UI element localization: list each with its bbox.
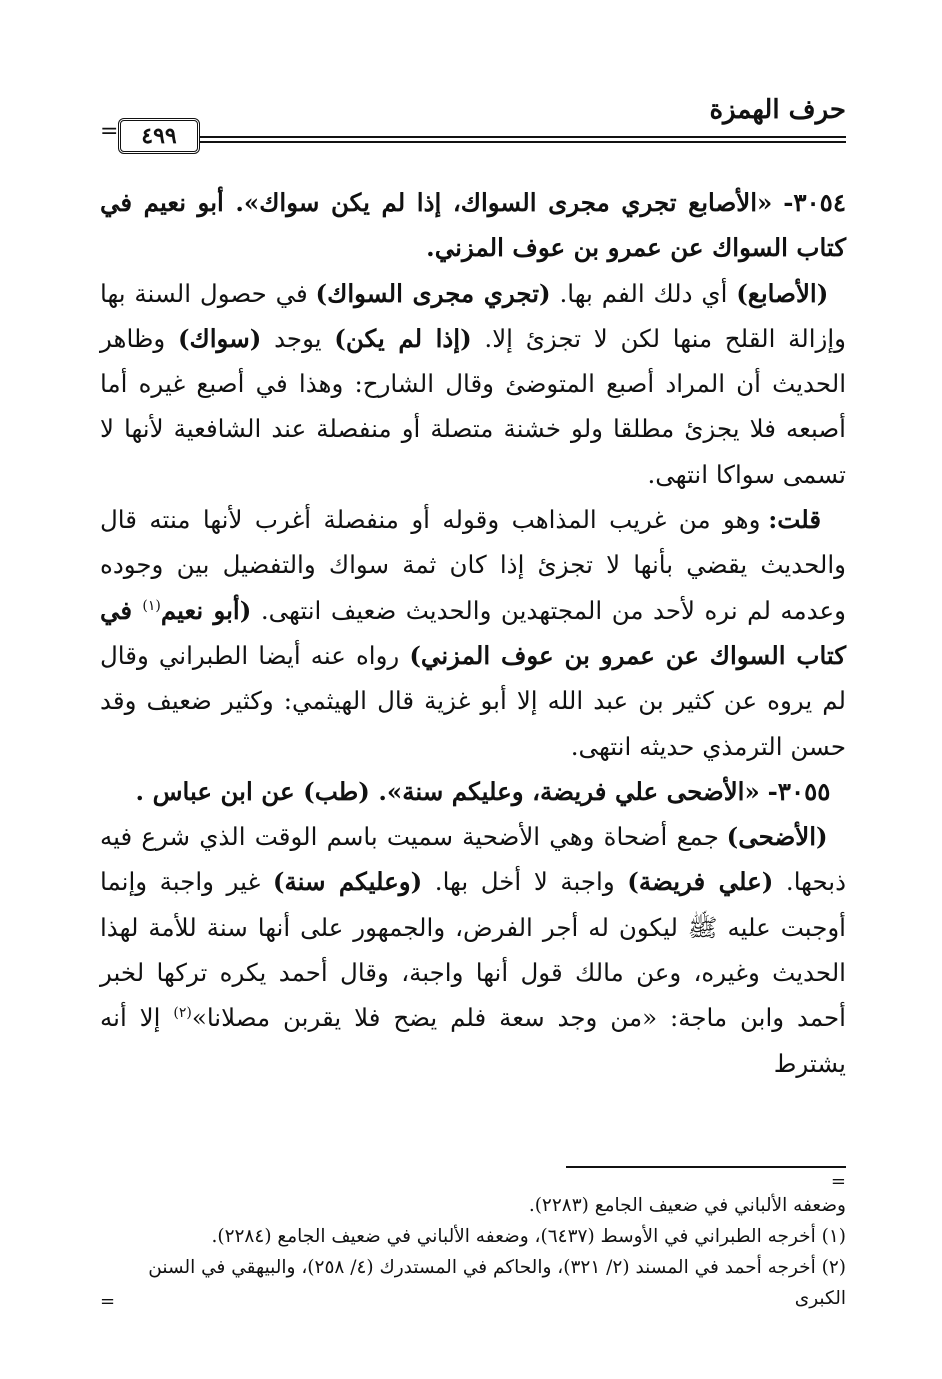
hadith-number: ٣٠٥٥- [767,776,831,806]
footnote-separator [566,1166,846,1168]
hadith-paragraph [100,180,846,271]
hadith-number: ٣٠٥٤- [783,188,846,217]
page-number-mark: = [100,119,119,144]
quoted-term: (الأضحى) [726,822,828,852]
page-header [100,92,846,154]
footnote-ref: (٢) [173,1005,192,1022]
footnotes [100,1190,846,1314]
footnote-line: (١) أخرجه الطبراني في الأوسط (٦٤٣٧)، وضعفه الألباني في ضعيف الجامع (٢٢٨٤). [211,1226,846,1247]
commentary-text: واجبة لا أخل بها. [422,867,628,897]
header-rule-double [200,141,846,143]
quoted-term: (أبو نعيم [160,595,252,625]
commentary-paragraph [100,271,846,497]
commentary-paragraph [100,497,846,769]
commentary-text: في حصول السنة بها وإزالة القلح منها لكن لا تجزئ إلا. [100,278,846,353]
commentary-text: يوجد [261,323,335,353]
quoted-term: (تجري مجرى السواك) [315,278,551,308]
footnote-ref: (١) [142,597,161,614]
hadith-text: «الأضحى علي فريضة، وعليكم سنة». (طب) عن ابن عباس . [135,776,760,806]
commentary-text: وظاهر الحديث أن المراد أصبع المتوضئ وقال الشارح: وهذا في أصبع غيره أما أصبعه فلا يجزئ مطلقا ولو خشنة متصلة أو منفصلة عند الشافعية لأنها لا تسمى سواكا انتهى. [100,323,846,489]
quoted-term: في كتاب السواك عن عمرو بن عوف المزني) [100,595,846,670]
commentary-text: جمع أضحاة وهي الأضحية سميت باسم الوقت الذي شرع فيه ذبحها. [100,822,847,897]
quoted-term: قلت: [768,505,822,535]
quoted-term: (إذا لم يكن) [334,323,472,353]
footnote-continuation-mark: = [830,1171,846,1192]
quoted-term: (سواك) [177,323,262,353]
page-body [100,180,846,1086]
commentary-paragraph [100,814,846,1086]
header-rule [200,136,846,138]
commentary-text: رواه عنه أيضا الطبراني وقال لم يروه عن كثير بن عبد الله إلا أبو غزية قال الهيثمي: وكثير ضعيف وقد حسن الترمذي حديثه انتهى. [100,640,846,761]
footnote-end-mark: = [100,1291,116,1312]
chapter-title: حرف الهمزة [709,95,846,125]
hadith-text: «الأصابع تجري مجرى السواك، إذا لم يكن سواك». أبو نعيم في كتاب السواك عن عمرو بن عوف المزني. [100,188,846,263]
footnote-line: وضعفه الألباني في ضعيف الجامع (٢٢٨٣). [528,1195,846,1216]
footnote-line: (٢) أخرجه أحمد في المسند (٢/ ٣٢١)، والحاكم في المستدرك (٤/ ٢٥٨)، والبيهقي في السنن الكبرى [148,1257,846,1309]
commentary-text: غير واجبة وإنما أوجبت عليه ﷺ ليكون له أجر الفرض، والجمهور على أنها سنة للأمة لهذا الحديث وغيره، وعن مالك قول أنها واجبة، وقال أحمد يكره تركها لخبر أحمد وابن ماجة: «من وجد سعة فلم يضح فلا يقربن مصلانا» [100,867,846,1033]
commentary-text: إلا أنه يشترط [100,1003,846,1078]
quoted-term: (وعليكم سنة) [272,867,423,897]
hadith-paragraph [100,769,846,814]
quoted-term: (الأصابع) [736,278,829,308]
commentary-text: وهو من غريب المذاهب وقوله أو منفصلة أغرب لأنها منته قال والحديث يقضي بأنها لا تجزئ إذا كان ثمة سواك والتفضيل بين وجوده وعدمه لم نره لأحد من المجتهدين والحديث ضعيف انتهى. [100,505,846,625]
commentary-text: أي دلك الفم بها. [550,278,737,308]
page-number: ٤٩٩ [118,118,200,154]
quoted-term: (علي فريضة) [627,867,774,897]
